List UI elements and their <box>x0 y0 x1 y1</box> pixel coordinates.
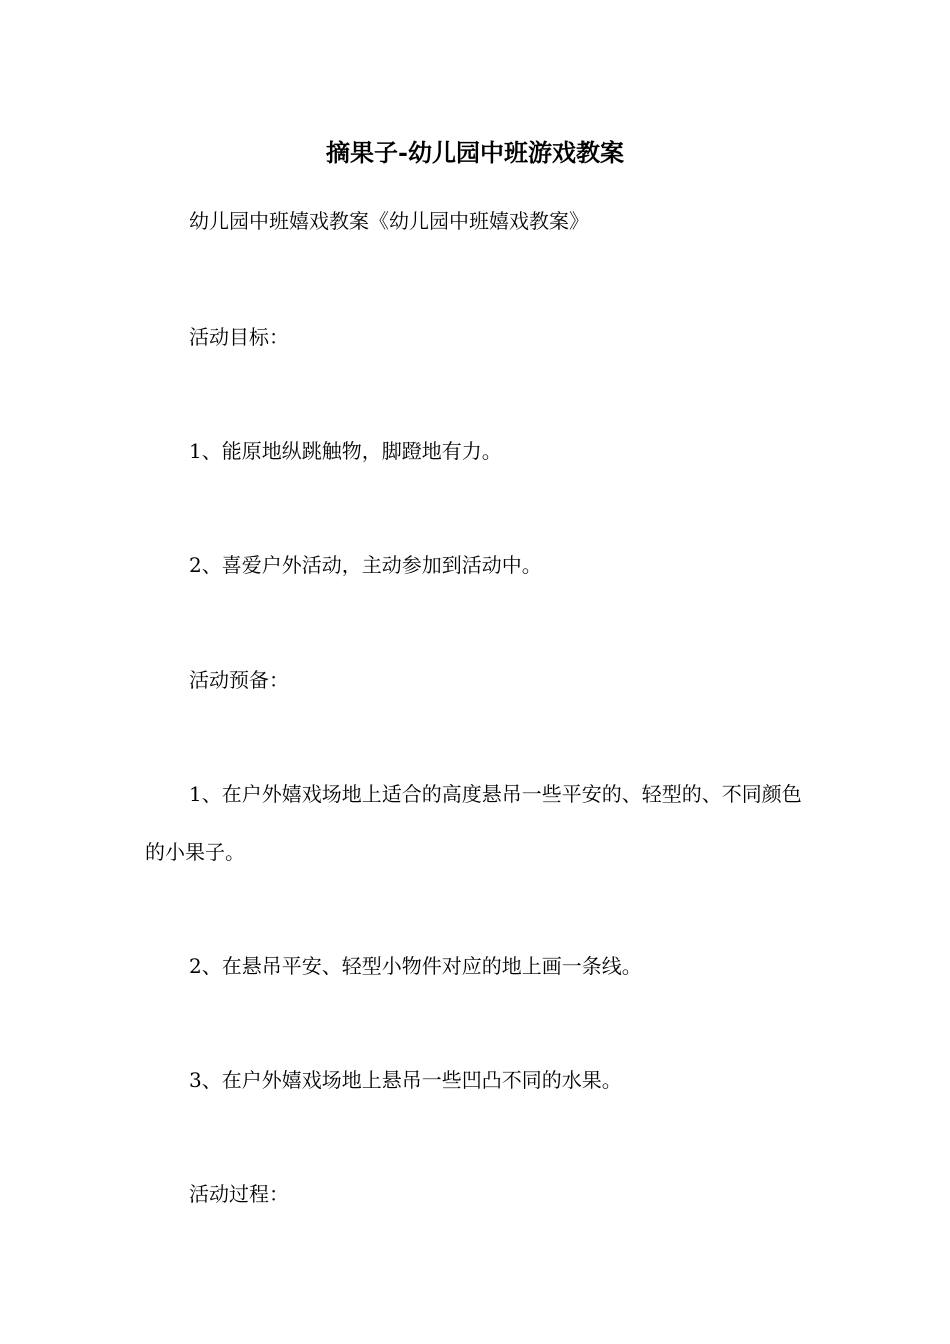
paragraph-preparation-2: 2、在悬吊平安、轻型小物件对应的地上画一条线。 <box>189 954 642 978</box>
paragraph-process-heading: 活动过程： <box>189 1182 289 1206</box>
paragraph-objectives-heading: 活动目标： <box>189 325 289 349</box>
paragraph-objective-2: 2、喜爱户外活动，主动参加到活动中。 <box>189 553 542 577</box>
paragraph-preparation-1: 1、在户外嬉戏场地上适合的高度悬吊一些平安的、轻型的、不同颜色的小果子。 <box>145 782 802 864</box>
document-title: 摘果子-幼儿园中班游戏教案 <box>326 138 624 167</box>
paragraph-subtitle: 幼儿园中班嬉戏教案《幼儿园中班嬉戏教案》 <box>189 209 589 233</box>
paragraph-preparation-heading: 活动预备： <box>189 668 289 692</box>
paragraph-objective-1: 1、能原地纵跳触物，脚蹬地有力。 <box>189 439 502 463</box>
paragraph-preparation-3: 3、在户外嬉戏场地上悬吊一些凹凸不同的水果。 <box>189 1068 622 1092</box>
